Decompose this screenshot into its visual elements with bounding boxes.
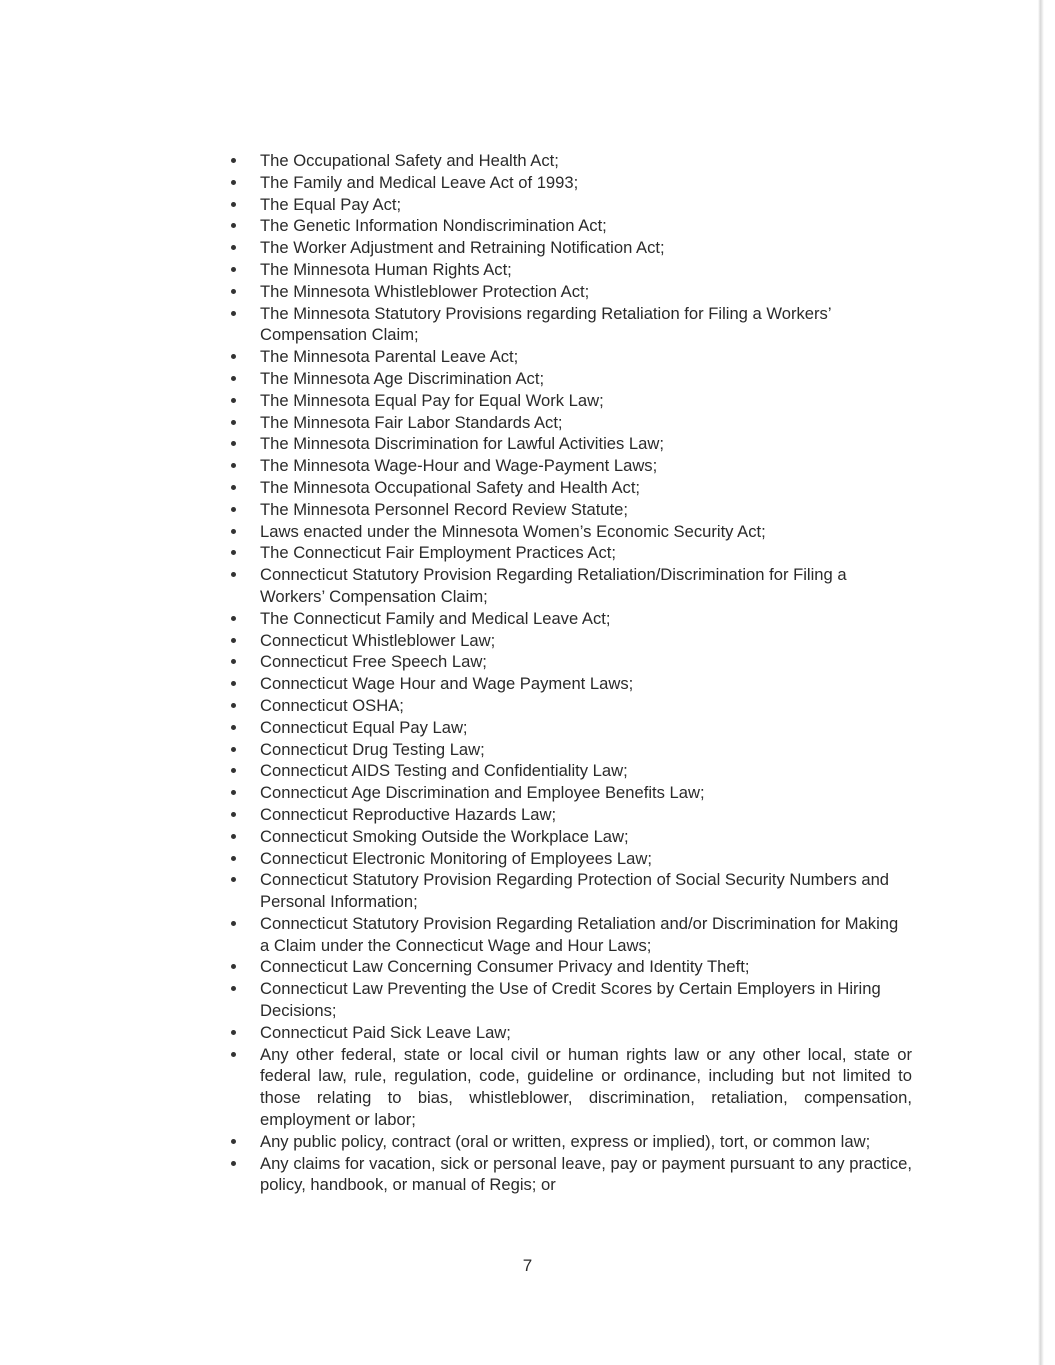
bullet-icon (231, 681, 236, 686)
list-item-text: The Minnesota Parental Leave Act; (260, 347, 519, 367)
list-item-text: Connecticut Age Discrimination and Employee Benefits Law; (260, 783, 705, 803)
list-item-text: The Minnesota Occupational Safety and Health Act; (260, 477, 641, 497)
list-item-text: Connecticut AIDS Testing and Confidentiality Law; (260, 761, 628, 781)
list-item-text: The Minnesota Human Rights Act; (260, 259, 512, 279)
bullet-icon (231, 267, 236, 272)
list-item-text: Connecticut Wage Hour and Wage Payment Laws; (260, 674, 634, 694)
list-item-text: The Minnesota Wage-Hour and Wage-Payment Laws; (260, 456, 658, 476)
bullet-icon (231, 463, 236, 468)
list-item-text: Connecticut Electronic Monitoring of Employees Law; (260, 848, 652, 868)
list-item-text: The Minnesota Statutory Provisions regarding Retaliation for Filing a Workers’ Compensation Claim; (260, 303, 831, 345)
bullet-icon (231, 616, 236, 621)
list-item-text: The Minnesota Fair Labor Standards Act; (260, 412, 563, 432)
bullet-icon (231, 921, 236, 926)
bullet-icon (231, 790, 236, 795)
list-item (228, 739, 912, 761)
list-item (228, 913, 912, 957)
list-item (228, 1131, 912, 1153)
list-item (228, 608, 912, 630)
list-item (228, 695, 912, 717)
page-number: 7 (522, 1256, 533, 1275)
list-item-text: Connecticut Equal Pay Law; (260, 717, 468, 737)
bullet-icon (231, 1161, 236, 1166)
bullet-icon (231, 703, 236, 708)
list-item-text: Connecticut Statutory Provision Regarding Retaliation and/or Discrimination for Making a Claim under the Connecticut Wage and Hour Laws; (260, 913, 899, 955)
list-item-text: The Family and Medical Leave Act of 1993; (260, 172, 579, 192)
list-item (228, 499, 912, 521)
list-item (228, 390, 912, 412)
list-item-text: The Genetic Information Nondiscrimination Act; (260, 216, 607, 236)
bullet-icon (231, 834, 236, 839)
list-item (228, 215, 912, 237)
bullet-icon (231, 1052, 236, 1057)
list-item (228, 869, 912, 913)
list-item-text: Any claims for vacation, sick or personal leave, pay or payment pursuant to any practice, policy, handbook, or manual of Regis; or (260, 1153, 912, 1195)
bullet-icon (231, 485, 236, 490)
law-bullet-list (228, 150, 912, 1196)
list-item (228, 1044, 912, 1131)
list-item (228, 281, 912, 303)
list-item (228, 1022, 912, 1044)
bullet-icon (231, 507, 236, 512)
bullet-icon (231, 877, 236, 882)
list-item-text: The Minnesota Equal Pay for Equal Work Law; (260, 390, 604, 410)
bullet-icon (231, 398, 236, 403)
list-item (228, 804, 912, 826)
list-item-text: Connecticut Reproductive Hazards Law; (260, 804, 557, 824)
list-item (228, 717, 912, 739)
bullet-icon (231, 986, 236, 991)
list-item-text: Connecticut Drug Testing Law; (260, 739, 485, 759)
list-item-text: The Minnesota Whistleblower Protection Act; (260, 281, 590, 301)
list-item (228, 150, 912, 172)
list-item (228, 978, 912, 1022)
bullet-icon (231, 529, 236, 534)
bullet-icon (231, 550, 236, 555)
bullet-icon (231, 1030, 236, 1035)
list-item-text: The Connecticut Fair Employment Practices Act; (260, 543, 616, 563)
bullet-icon (231, 1139, 236, 1144)
list-item-text: The Occupational Safety and Health Act; (260, 151, 559, 170)
list-item-text: Connecticut Statutory Provision Regarding Protection of Social Security Numbers and Personal Information; (260, 870, 890, 912)
page-edge-shadow (1038, 0, 1044, 1365)
bullet-icon (231, 376, 236, 381)
list-item-text: Laws enacted under the Minnesota Women’s Economic Security Act; (260, 521, 766, 541)
list-item-text: Connecticut Law Concerning Consumer Privacy and Identity Theft; (260, 957, 750, 977)
list-item (228, 782, 912, 804)
bullet-icon (231, 747, 236, 752)
bullet-icon (231, 420, 236, 425)
bullet-icon (231, 245, 236, 250)
list-item (228, 477, 912, 499)
bullet-icon (231, 289, 236, 294)
list-item-text: Connecticut Statutory Provision Regarding Retaliation/Discrimination for Filing a Workers’ Compensation Claim; (260, 565, 847, 606)
bullet-icon (231, 659, 236, 664)
bullet-icon (231, 354, 236, 359)
list-item-text: Any other federal, state or local civil or human rights law or any other local, state or federal law, rule, regulation, code, guideline or ordinance, including but not limited to those relating to bias, whistleblower, discrimination, retaliation, compensation, employment or labor; (260, 1044, 912, 1130)
bullet-icon (231, 725, 236, 730)
bullet-icon (231, 964, 236, 969)
list-item-text: The Minnesota Personnel Record Review Statute; (260, 499, 629, 519)
list-item-text: The Equal Pay Act; (260, 194, 402, 214)
bullet-icon (231, 812, 236, 817)
list-item (228, 826, 912, 848)
list-item (228, 630, 912, 652)
list-item (228, 412, 912, 434)
list-item (228, 368, 912, 390)
list-item (228, 651, 912, 673)
list-item-text: The Minnesota Discrimination for Lawful Activities Law; (260, 434, 664, 454)
list-item-text: Connecticut Paid Sick Leave Law; (260, 1022, 511, 1042)
bullet-icon (231, 180, 236, 185)
bullet-icon (231, 638, 236, 643)
bullet-icon (231, 202, 236, 207)
list-item (228, 194, 912, 216)
list-item (228, 956, 912, 978)
bullet-icon (231, 158, 236, 163)
list-item-text: The Connecticut Family and Medical Leave Act; (260, 608, 611, 628)
bullet-icon (231, 223, 236, 228)
list-item (228, 172, 912, 194)
list-item-text: Connecticut OSHA; (260, 695, 404, 715)
bullet-icon (231, 768, 236, 773)
list-item (228, 259, 912, 281)
list-item-text: The Worker Adjustment and Retraining Notification Act; (260, 238, 665, 258)
list-item (228, 237, 912, 259)
list-item (228, 521, 912, 543)
list-item (228, 673, 912, 695)
list-item (228, 564, 912, 608)
list-item-text: Connecticut Free Speech Law; (260, 652, 487, 672)
list-item (228, 433, 912, 455)
list-item (228, 542, 912, 564)
list-item-text: Any public policy, contract (oral or written, express or implied), tort, or common law; (260, 1131, 871, 1151)
list-item-text: Connecticut Whistleblower Law; (260, 630, 496, 650)
list-item-text: The Minnesota Age Discrimination Act; (260, 368, 545, 388)
bullet-icon (231, 311, 236, 316)
list-item (228, 760, 912, 782)
bullet-icon (231, 441, 236, 446)
list-item (228, 346, 912, 368)
bullet-icon (231, 572, 236, 577)
list-item-text: Connecticut Law Preventing the Use of Credit Scores by Certain Employers in Hiring Decisions; (260, 979, 881, 1021)
list-item (228, 1153, 912, 1197)
list-item-text: Connecticut Smoking Outside the Workplace Law; (260, 826, 629, 846)
list-item (228, 455, 912, 477)
bullet-icon (231, 856, 236, 861)
list-item (228, 848, 912, 870)
list-item (228, 303, 912, 347)
